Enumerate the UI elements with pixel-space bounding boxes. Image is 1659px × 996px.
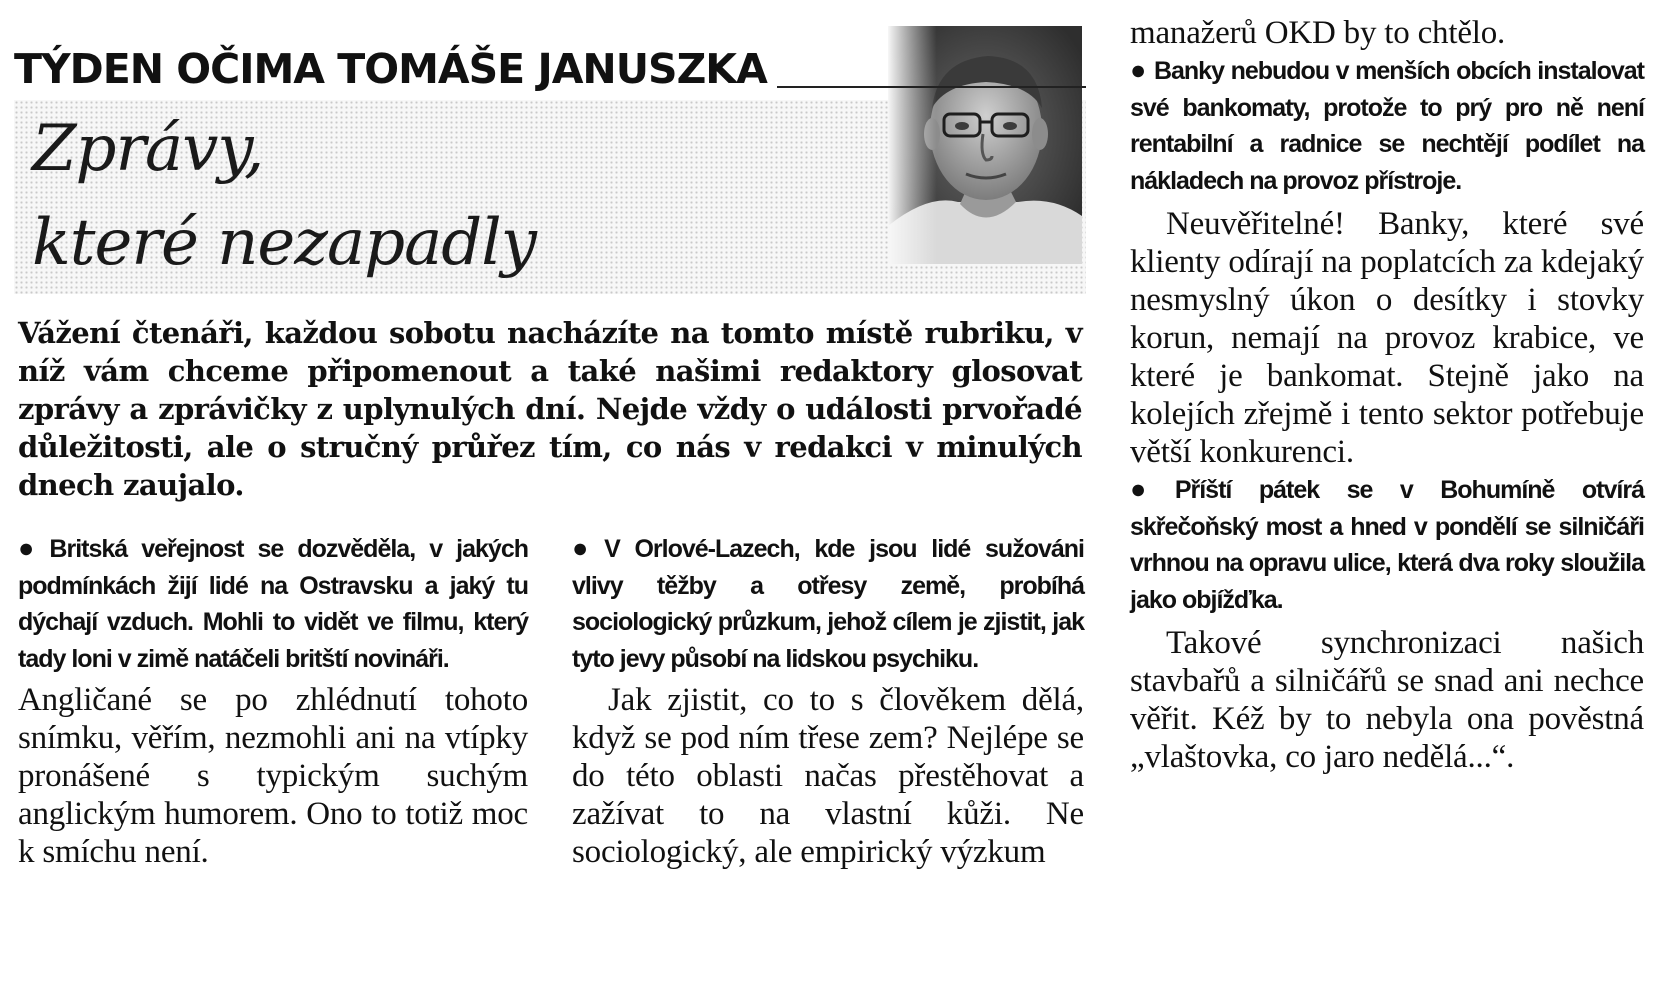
bullet-dot-icon: ● [1130, 474, 1167, 504]
bullet-dot-icon: ● [572, 533, 597, 563]
news-item-headline: Britská veřejnost se dozvěděla, v jakých podmínkách žijí lidé na Ostravsku a jaký tu dýchají vzduch. Mohli to vidět ve filmu, který tady loni v zimě natáčeli britští novináři. [18, 535, 528, 673]
news-item-headline: Banky nebudou v menších obcích instalovat své bankomaty, protože to prý pro ně není rentabilní a radnice se nechtějí podílet na nákladech na provoz přístroje. [1130, 57, 1644, 195]
column-3 [1130, 14, 1644, 776]
headline-line-2: které nezapadly [32, 206, 536, 280]
commentary-text: Angličané se po zhlédnutí tohoto snímku, věřím, nezmohli ani na vtípky pronášené s typickým suchým anglickým humorem. Ono to totiž moc k smíchu není. [18, 682, 528, 870]
commentary-text: Neuvěřitelné! Banky, které své klienty odírají na poplatcích za kdejaký nesmyslný úkon o desítky i stovky korun, nemají na provoz krabice, ve které je bankomat. Stejně jako na kolejích zřejmě i tento sektor potřebuje větší konkurenci. [1130, 206, 1644, 470]
bullet-dot-icon: ● [18, 533, 42, 563]
news-item-bullet [18, 530, 528, 677]
continued-text: manažerů OKD by to chtělo. [1130, 15, 1506, 51]
headline-line-1: Zprávy, [32, 112, 264, 186]
news-item-bullet [572, 530, 1084, 677]
author-portrait [888, 26, 1082, 264]
news-item-bullet [1130, 471, 1644, 618]
column-1 [18, 530, 528, 871]
news-item-bullet [1130, 52, 1644, 199]
bullet-dot-icon: ● [1130, 55, 1146, 85]
lead-paragraph: Vážení čtenáři, každou sobotu nacházíte na tomto místě rubriku, v níž vám chceme připomenout a také našimi redaktory glosovat zprávy a zprávičky z uplynulých dní. Nejde vždy o události prvořadé důležitosti, ale o stručný průřez tím, co nás v redakci v minulých dnech zaujalo. [18, 316, 1082, 502]
news-item-headline: V Orlové-Lazech, kde jsou lidé sužováni vlivy těžby a otřesy země, probíhá sociologický průzkum, jehož cílem je zjistit, jak tyto jevy působí na lidskou psychiku. [572, 535, 1085, 673]
commentary-text: Jak zjistit, co to s člověkem dělá, když se pod ním třese zem? Nejlépe se do této oblasti načas přestěhovat a zažívat to na vlastní kůži. Ne sociologický, ale empirický výzkum [572, 682, 1084, 870]
commentary-text: Takové synchronizaci našich stavbařů a silničářů se snad ani nechce věřit. Kéž by to nebyla ona pověstná „vlaštovka, co jaro nedělá...“. [1130, 625, 1644, 775]
headline [32, 102, 536, 290]
news-item-headline: Příští pátek se v Bohumíně otvírá skřečoňský most a hned v pondělí se silničáři vrhnou na opravu ulice, která dva roky sloužila jako objížďka. [1130, 476, 1644, 614]
column-2 [572, 530, 1084, 871]
kicker-text: TÝDEN OČIMA TOMÁŠE JANUSZKA [14, 45, 777, 93]
